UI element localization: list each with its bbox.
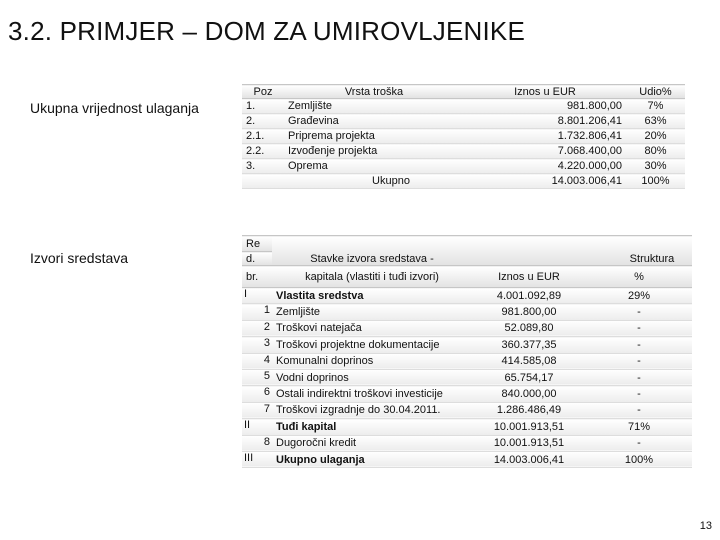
total-label: Ukupno	[242, 174, 464, 189]
row-amount: 360.377,35	[472, 337, 586, 353]
row-pct: 30%	[626, 159, 685, 174]
row-pct: 7%	[626, 99, 685, 114]
row-pct: 80%	[626, 144, 685, 159]
row-red-br	[242, 288, 272, 304]
investment-table	[242, 84, 685, 189]
table-row	[242, 129, 685, 144]
header-struktura: Struktura	[586, 236, 692, 266]
section-label-sources: Izvori sredstava	[30, 250, 129, 266]
row-pct: 29%	[586, 288, 692, 304]
row-pct: -	[586, 353, 692, 369]
row-poz: 3.	[242, 159, 284, 174]
row-num: 1	[263, 304, 270, 317]
row-name: Troškovi projektne dokumentacije	[272, 337, 472, 353]
header-iznos-2: Iznos u EUR	[472, 266, 586, 288]
row-amount: 8.801.206,41	[464, 114, 626, 129]
total-pct: 100%	[626, 174, 685, 189]
row-num: 5	[263, 369, 270, 382]
sources-header-bottom-row	[242, 266, 692, 288]
row-pct: 100%	[586, 451, 692, 467]
table-row	[242, 320, 692, 336]
row-amount: 981.800,00	[464, 99, 626, 114]
table-row	[242, 144, 685, 159]
row-red-br	[242, 419, 272, 435]
row-amount: 981.800,00	[472, 304, 586, 320]
row-red-br	[242, 369, 272, 385]
table-row	[242, 114, 685, 129]
row-pct: 20%	[626, 129, 685, 144]
header-red-top: Re	[242, 236, 272, 252]
table-row	[242, 337, 692, 353]
row-pct: -	[586, 402, 692, 418]
row-name: Oprema	[284, 159, 464, 174]
row-amount: 4.220.000,00	[464, 159, 626, 174]
investment-total-row	[242, 174, 685, 189]
header-pct: %	[586, 266, 692, 288]
row-amount: 10.001.913,51	[472, 435, 586, 451]
row-amount: 52.089,80	[472, 320, 586, 336]
table-row	[242, 304, 692, 320]
row-num: 2	[263, 320, 270, 333]
table-row	[242, 435, 692, 451]
row-pct: -	[586, 369, 692, 385]
row-num: 4	[263, 353, 270, 366]
page-title: 3.2. PRIMJER – DOM ZA UMIROVLJENIKE	[8, 16, 525, 46]
row-name: Zemljište	[284, 99, 464, 114]
header-poz: Poz	[242, 85, 284, 99]
header-red-bot: br.	[242, 266, 272, 288]
row-name: Zemljište	[272, 304, 472, 320]
row-amount: 14.003.006,41	[472, 451, 586, 467]
table-row	[242, 353, 692, 369]
table-row	[242, 451, 692, 467]
row-name: Troškovi izgradnje do 30.04.2011.	[272, 402, 472, 418]
row-pct: -	[586, 435, 692, 451]
row-amount: 1.286.486,49	[472, 402, 586, 418]
row-pct: 71%	[586, 419, 692, 435]
row-red-br	[242, 337, 272, 353]
row-red-br	[242, 451, 272, 467]
table-row	[242, 402, 692, 418]
row-poz: 2.2.	[242, 144, 284, 159]
header-stavke-bot: kapitala (vlastiti i tuđi izvori)	[272, 266, 472, 288]
row-roman: II	[244, 419, 251, 432]
row-pct: -	[586, 386, 692, 402]
row-name: Građevina	[284, 114, 464, 129]
header-stavke-top: Stavke izvora sredstava -	[272, 236, 472, 266]
table-row	[242, 386, 692, 402]
row-amount: 414.585,08	[472, 353, 586, 369]
row-num: 8	[263, 435, 270, 448]
table-row	[242, 159, 685, 174]
row-amount: 1.732.806,41	[464, 129, 626, 144]
row-pct: 63%	[626, 114, 685, 129]
row-amount: 65.754,17	[472, 369, 586, 385]
row-pct: -	[586, 337, 692, 353]
row-amount: 840.000,00	[472, 386, 586, 402]
row-name: Vodni doprinos	[272, 369, 472, 385]
row-name: Ukupno ulaganja	[272, 451, 472, 467]
investment-header-row	[242, 85, 685, 99]
row-name: Ostali indirektni troškovi investicije	[272, 386, 472, 402]
row-num: 3	[263, 337, 270, 350]
row-poz: 2.1.	[242, 129, 284, 144]
row-poz: 1.	[242, 99, 284, 114]
row-red-br	[242, 435, 272, 451]
row-roman: I	[244, 288, 248, 300]
row-amount: 10.001.913,51	[472, 419, 586, 435]
row-red-br	[242, 353, 272, 369]
row-red-br	[242, 386, 272, 402]
table-row	[242, 99, 685, 114]
row-name: Tuđi kapital	[272, 419, 472, 435]
table-row	[242, 419, 692, 435]
sources-header-top-row	[242, 236, 692, 252]
row-red-br	[242, 304, 272, 320]
page-number: 13	[699, 520, 712, 532]
row-roman: III	[244, 451, 254, 464]
row-poz: 2.	[242, 114, 284, 129]
row-name: Priprema projekta	[284, 129, 464, 144]
table-row	[242, 288, 692, 304]
sources-table	[242, 235, 692, 468]
row-amount: 7.068.400,00	[464, 144, 626, 159]
row-num: 6	[263, 386, 270, 399]
row-name: Izvođenje projekta	[284, 144, 464, 159]
row-num: 7	[263, 402, 270, 415]
row-red-br	[242, 402, 272, 418]
row-name: Troškovi natejača	[272, 320, 472, 336]
row-pct: -	[586, 320, 692, 336]
row-red-br	[242, 320, 272, 336]
header-vrsta: Vrsta troška	[284, 85, 464, 99]
total-amount: 14.003.006,41	[464, 174, 626, 189]
row-name: Dugoročni kredit	[272, 435, 472, 451]
row-name: Vlastita sredstva	[272, 288, 472, 304]
row-name: Komunalni doprinos	[272, 353, 472, 369]
table-row	[242, 369, 692, 385]
row-amount: 4.001.092,89	[472, 288, 586, 304]
row-pct: -	[586, 304, 692, 320]
section-label-investment: Ukupna vrijednost ulaganja	[30, 100, 199, 116]
header-red-mid: d.	[242, 252, 272, 266]
header-udio: Udio%	[626, 85, 685, 99]
header-iznos: Iznos u EUR	[464, 85, 626, 99]
